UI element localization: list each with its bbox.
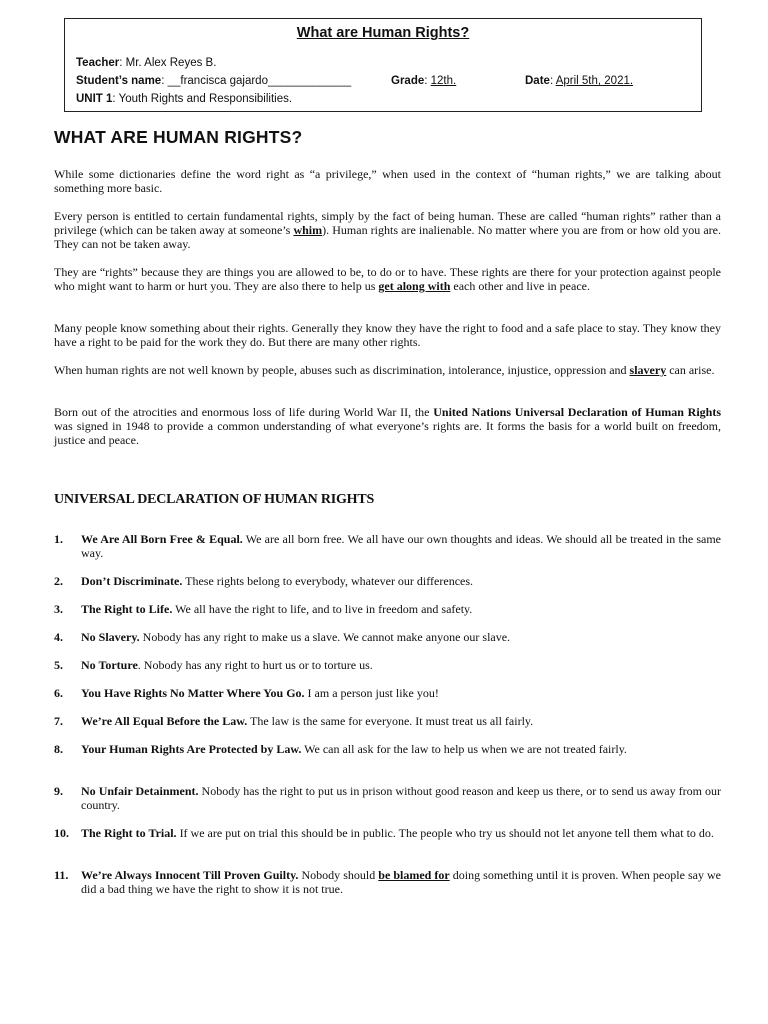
unit-label: UNIT 1	[76, 93, 113, 105]
date-value: April 5th, 2021.	[555, 75, 634, 87]
student-line	[76, 75, 351, 87]
udhr-heading: UNIVERSAL DECLARATION OF HUMAN RIGHTS	[54, 492, 375, 507]
header-box	[64, 18, 702, 112]
teacher-value: : Mr. Alex Reyes B.	[119, 57, 217, 69]
teacher-label: Teacher	[76, 57, 120, 69]
date-line: Date: April 5th, 2021.	[525, 75, 634, 87]
paragraph-5: When human rights are not well known by people, abuses such as discrimination, intolerance, injustice, oppression and slavery can arise.	[54, 363, 715, 377]
get-along-with-term: get along with	[378, 279, 451, 293]
paragraph-1: While some dictionaries define the word right as “a privilege,” when used in the context of “human rights,” we are talking about something more basic.	[54, 167, 721, 195]
student-value: : __francisca gajardo_____________	[161, 75, 352, 87]
main-heading: WHAT ARE HUMAN RIGHTS?	[54, 127, 303, 147]
grade-value: 12th.	[430, 75, 457, 87]
unit-line	[76, 93, 292, 105]
be-blamed-for-term: be blamed for	[378, 868, 450, 882]
slavery-term: slavery	[629, 363, 667, 377]
unit-value: : Youth Rights and Responsibilities.	[112, 93, 293, 105]
paragraph-4: Many people know something about their rights. Generally they know they have the right to food and a safe place to stay. They know they have a right to be paid for the work they do. But there are many other rights.	[54, 321, 721, 349]
grade-label: Grade	[391, 75, 425, 87]
whim-term: whim	[293, 223, 323, 237]
date-label: Date	[525, 75, 550, 87]
paragraph-2: Every person is entitled to certain fundamental rights, simply by the fact of being human. These are called “human rights” rather than a privilege (which can be taken away at someone’s whim). Human rights are inalienable. No matter where you are from or how old you are. They can not be taken away.	[54, 209, 721, 251]
udhr-name: United Nations Universal Declaration of Human Rights	[433, 405, 721, 419]
paragraph-6: Born out of the atrocities and enormous loss of life during World War II, the United Nations Universal Declaration of Human Rights was signed in 1948 to provide a common understanding of what everyone’s rights are. It forms the basis for a world built on freedom, justice and peace.	[54, 405, 721, 447]
paragraph-3: They are “rights” because they are things you are allowed to be, to do or to have. These rights are there for your protection against people who might want to harm or hurt you. They are also there to help us get along with each other and live in peace.	[54, 265, 721, 293]
student-label: Student’s name	[76, 75, 162, 87]
worksheet-title: What are Human Rights?	[296, 25, 470, 41]
grade-line: Grade: 12th.	[391, 75, 457, 87]
teacher-line	[76, 57, 216, 69]
